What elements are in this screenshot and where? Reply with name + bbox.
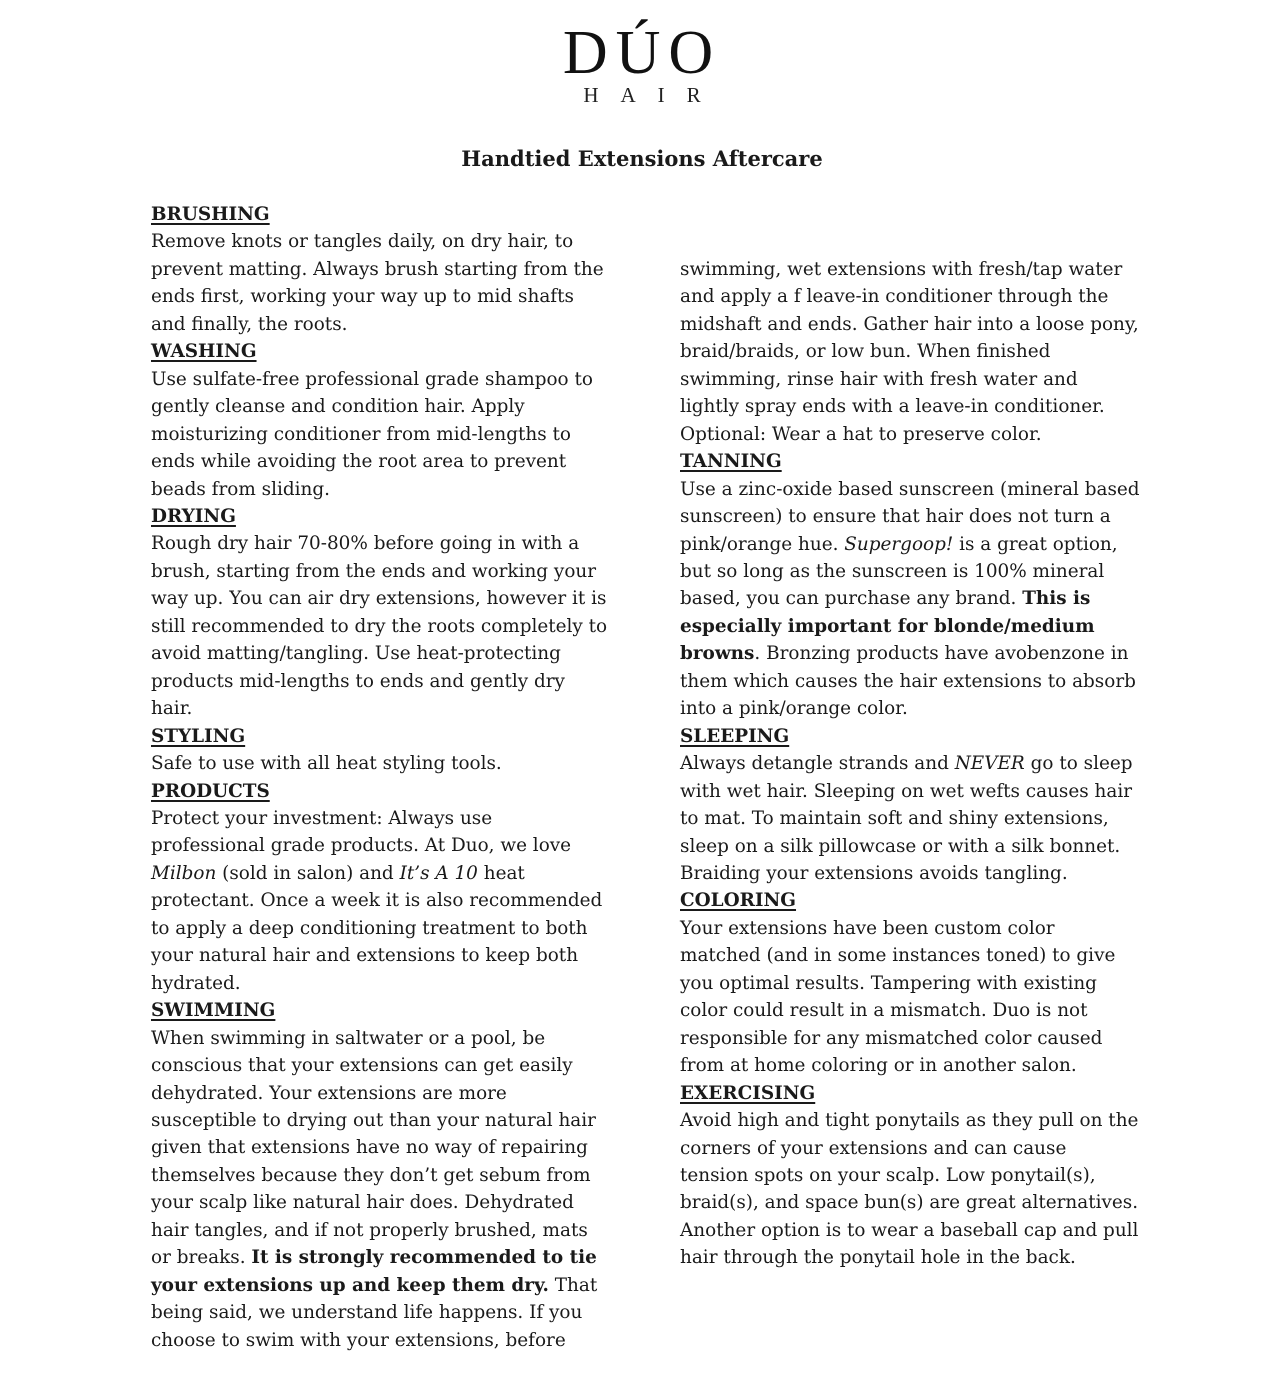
styling-heading: STYLING	[151, 725, 246, 747]
swimming-emphasis: It is strongly recommended to tie your extensions up and keep them dry.	[151, 1247, 597, 1296]
swimming-continued: swimming, wet extensions with fresh/tap water and apply a f leave-in conditioner through the midshaft and ends. Gather hair into a loose pony, braid/braids, or low bun. When finished swimming, rinse hair with fresh water and lightly spray ends with a leave-in conditioner. Optional: Wear a hat to preserve color.	[680, 259, 1139, 445]
styling-body: Safe to use with all heat styling tools.	[151, 753, 502, 775]
sleeping-body	[680, 750, 1140, 887]
right-column	[680, 256, 1140, 1272]
sleeping-text-b: go to sleep with wet hair. Sleeping on wet wefts causes hair to mat. To maintain soft and shiny extensions, sleep on a silk pillowcase or with a silk bonnet. Braiding your extensions avoids tangling.	[680, 753, 1133, 884]
left-column	[151, 201, 611, 1354]
never-emphasis: NEVER	[954, 753, 1025, 775]
supergoop-brand: Supergoop!	[844, 533, 954, 555]
washing-heading: WASHING	[151, 341, 257, 363]
washing-body: Use sulfate-free professional grade shampoo to gently cleanse and condition hair. Apply moisturizing conditioner from mid-lengths to ends while avoiding the root area to prevent beads from sliding.	[151, 368, 593, 500]
tanning-text-b: is a great option, but so long as the sunscreen is 100% mineral based, you can purchase any brand.	[680, 533, 1118, 610]
swimming-heading: SWIMMING	[151, 1000, 276, 1022]
sleeping-heading: SLEEPING	[680, 725, 790, 747]
logo-wordmark: DÚO	[562, 19, 722, 87]
coloring-heading: COLORING	[680, 890, 797, 912]
tanning-emphasis: This is especially important for blonde/medium browns	[680, 588, 1095, 665]
products-text-c: heat protectant. Once a week it is also recommended to apply a deep conditioning treatment to both your natural hair and extensions to keep both hydrated.	[151, 862, 603, 994]
swimming-text-b: That being said, we understand life happens. If you choose to swim with your extensions, before	[151, 1274, 598, 1351]
exercising-body: Avoid high and tight ponytails as they pull on the corners of your extensions and can cause tension spots on your scalp. Low ponytail(s), braid(s), and space bun(s) are great alternatives. Another option is to wear a baseball cap and pull hair through the ponytail hole in the back.	[680, 1110, 1139, 1269]
swimming-body	[151, 1025, 611, 1354]
its-a-10-brand: It’s A 10	[399, 862, 478, 884]
brushing-heading: BRUSHING	[151, 204, 270, 225]
exercising-heading: EXERCISING	[680, 1082, 816, 1104]
drying-heading: DRYING	[151, 505, 236, 527]
products-text-b: (sold in salon) and	[216, 862, 400, 884]
products-text-a: Protect your investment: Always use professional grade products. At Duo, we love	[151, 807, 572, 857]
logo-subtitle: HAIR	[583, 83, 723, 107]
tanning-text-a: Use a zinc-oxide based sunscreen (mineral based sunscreen) to ensure that hair does not turn a pink/orange hue.	[680, 478, 1140, 555]
duo-hair-logo	[0, 19, 1284, 107]
document-title: Handtied Extensions Aftercare	[461, 146, 823, 171]
drying-body: Rough dry hair 70-80% before going in with a brush, starting from the ends and working your way up. You can air dry extensions, however it is still recommended to dry the roots completely to avoid matting/tangling. Use heat-protecting products mid-lengths to ends and gently dry hair.	[151, 533, 608, 720]
products-body	[151, 805, 611, 997]
sleeping-text-a: Always detangle strands and	[680, 753, 955, 775]
products-heading: PRODUCTS	[151, 780, 270, 802]
tanning-text-c: . Bronzing products have avobenzone in them which causes the hair extensions to absorb into a pink/orange color.	[680, 643, 1136, 720]
milbon-brand: Milbon	[151, 862, 217, 884]
tanning-heading: TANNING	[680, 451, 782, 473]
swimming-text-a: When swimming in saltwater or a pool, be conscious that your extensions can get easily dehydrated. Your extensions are more susceptible to drying out than your natural hair given that extensions have no way of repairing themselves because they don’t get sebum from your scalp like natural hair does. Dehydrated hair tangles, and if not properly brushed, mats or breaks.	[151, 1027, 596, 1269]
coloring-body: Your extensions have been custom color matched (and in some instances toned) to give you optimal results. Tampering with existing color could result in a mismatch. Duo is not responsible for any mismatched color caused from at home coloring or in another salon.	[680, 917, 1116, 1077]
brushing-body: Remove knots or tangles daily, on dry hair, to prevent matting. Always brush starting from the ends first, working your way up to mid shafts and finally, the roots.	[151, 231, 604, 335]
tanning-body	[680, 476, 1140, 723]
